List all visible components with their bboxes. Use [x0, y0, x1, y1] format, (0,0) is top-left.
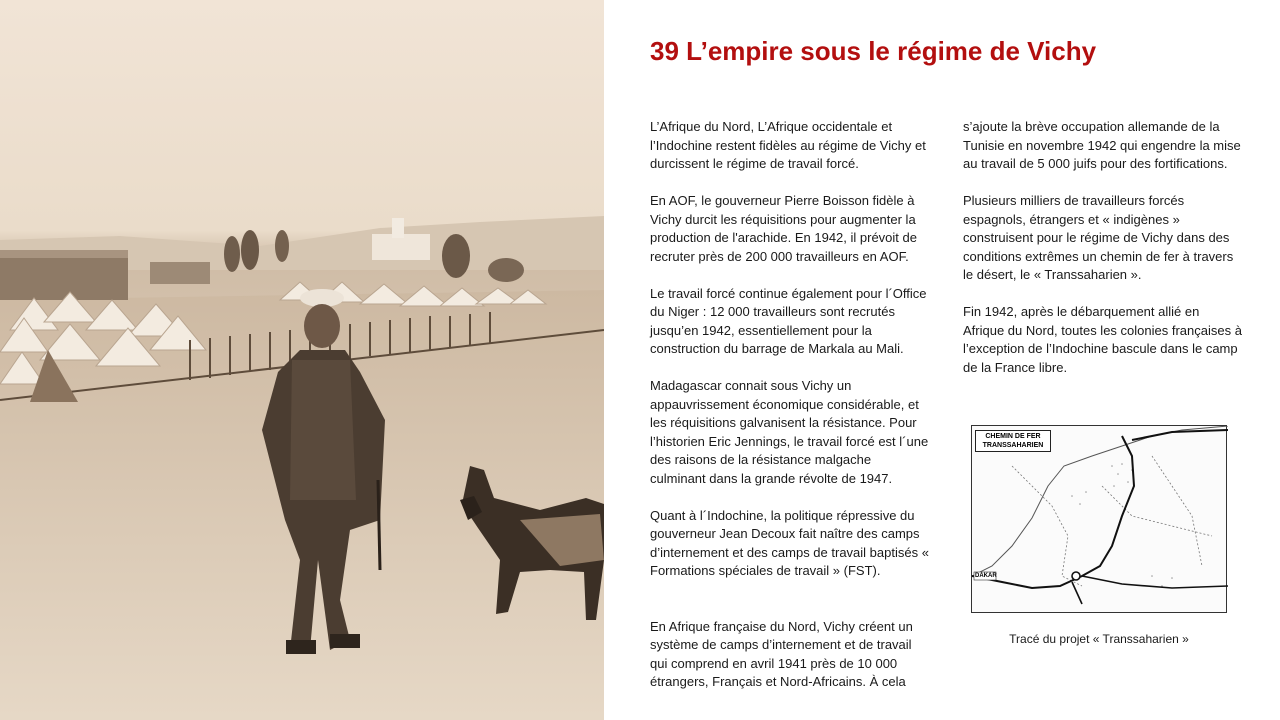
map-title — [975, 430, 1051, 452]
paragraph: En AOF, le gouverneur Pierre Boisson fidèle à Vichy durcit les réquisitions pour augmenter la production de l'arachide. En 1942, il prévoit de recruter près de 200 000 travailleurs en AOF. — [650, 193, 917, 264]
map-title-line: CHEMIN DE FER — [985, 433, 1041, 440]
paragraph: s’ajoute la brève occupation allemande de la Tunisie en novembre 1942 qui engendre la mise au travail de 5 000 juifs pour des fortifications. — [963, 119, 1241, 171]
map-label-dakar: DAKAR — [975, 573, 997, 579]
text-column-left — [650, 118, 930, 710]
paragraph: Fin 1942, après le débarquement allié en Afrique du Nord, toutes les colonies françaises à l’exception de l’Indochine bascule dans le camp de la France libre. — [963, 304, 1242, 375]
text-column-right — [963, 118, 1243, 396]
map-title-line: TRANSSAHARIEN — [982, 442, 1044, 449]
paragraph: Le travail forcé continue également pour l´Office du Niger : 12 000 travailleurs sont recrutés jusqu’en 1942, essentiellement pour la construction du barrage de Markala au Mali. — [650, 285, 927, 356]
paragraph: L’Afrique du Nord, L’Afrique occidentale et l’Indochine restent fidèles au régime de Vichy et durcissent le régime de travail forcé. — [650, 119, 926, 171]
transsaharien-map — [971, 425, 1227, 613]
historical-photo — [0, 0, 604, 720]
paragraph: En Afrique française du Nord, Vichy créent un système de camps d’internement et de travail qui comprend en avril 1941 près de 10 000 étrangers, Français et Nord-Africains. À cela — [650, 618, 913, 689]
page-title: 39 L’empire sous le régime de Vichy — [650, 36, 1097, 66]
paragraph: Madagascar connait sous Vichy un appauvrissement économique considérable, et les réquisitions galvanisent la résistance. Pour l’historien Eric Jennings, le travail forcé est l´une des raisons de la résistance malgache culminant dans la grande révolte de 1947. — [650, 378, 929, 486]
paragraph: Plusieurs milliers de travailleurs forcés espagnols, étrangers et « indigènes » construisent pour le régime de Vichy dans des conditions extrêmes un chemin de fer à travers le désert, le « Transsaharien ». — [963, 193, 1234, 282]
photo-illustration — [0, 0, 604, 720]
paragraph: Quant à l´Indochine, la politique répressive du gouverneur Jean Decoux fait naître des camps d’internement et des camps de travail baptisés « Formations spéciales de travail » (FST). — [650, 507, 929, 578]
map-caption: Tracé du projet « Transsaharien » — [1009, 632, 1189, 646]
map-drawing — [972, 426, 1228, 614]
